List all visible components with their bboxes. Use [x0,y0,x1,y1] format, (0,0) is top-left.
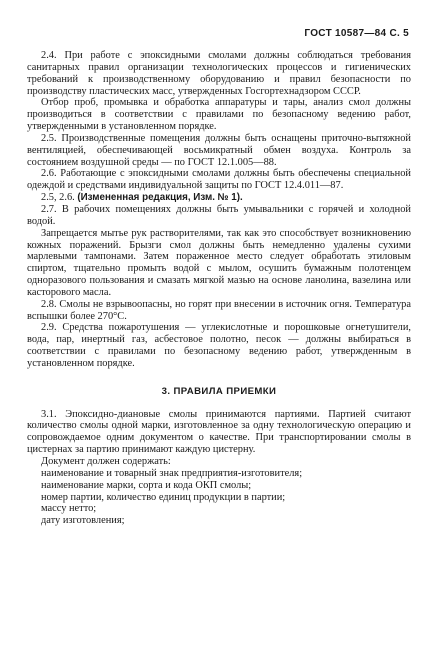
list-item: дату изготовления; [41,515,125,527]
paragraph-2-6: 2.6. Работающие с эпоксидными смолами должны быть обеспечены специальной одеждой и средствами индивидуальной защиты по ГОСТ 12.4.011—87. [27,168,411,192]
paragraph-sampling: Отбор проб, промывка и обработка аппаратуры и тары, анализ смол должны производиться в соответствии с правилами по безопасному ведению работ, утвержденными в установленном порядке. [27,97,411,133]
paragraph-2-9: 2.9. Средства пожаротушения — углекислотные и порошковые огнетушители, вода, пар, инертный газ, асбестовое полотно, песок — должны выбираться в соответствии с правилами по безопасному ведению работ, утвержденным в установленном порядке. [27,322,411,369]
amendment-bold: (Измененная редакция, Изм. № 1). [77,192,243,204]
paragraph-3-1: 3.1. Эпоксидно-диановые смолы принимаются партиями. Партией считают количество смолы одной марки, изготовленное за одну технологическую операцию и сопровождаемое одним документом о качестве. При транспортировании смолы в цистернах за партию принимают каждую цистерну. [27,408,411,456]
paragraph-2-5: 2.5. Производственные помещения должны быть оснащены приточно-вытяжной вентиляцией, обеспечивающей восьмикратный обмен воздуха. Контроль за состоянием воздушной среды — по ГОСТ 12.1.005—88. [27,132,411,168]
paragraph-2-4: 2.4. При работе с эпоксидными смолами должны соблюдаться требования санитарных правил организации технологических процессов и гигиенических требований к производственному оборудованию и правил безопасности по производству пластических масс, утвержденных Госгортехнадзором СССР. [27,50,411,97]
amendment-prefix: 2.5, 2.6. [41,192,78,204]
document-contents-list [27,456,411,527]
paragraph-2-7: 2.7. В рабочих помещениях должны быть умывальники с горячей и холодной водой. [27,203,411,227]
list-item: наименование марки, сорта и кода ОКП смолы; [41,479,252,491]
list-item: номер партии, количество единиц продукции в партии; [41,491,286,503]
document-body [27,50,411,527]
list-intro: Документ должен содержать: [41,456,171,467]
paragraph-skin-care: Запрещается мытье рук растворителями, так как это способствует возникновению кожных поражений. Брызги смол должны быть немедленно удалены сухими марлевыми тампонами. Затем пораженное место следует обработать этиловым спиртом, тщательно промыть водой с мылом, осушить бумажным полотенцем одноразового пользования и смазать мягкой мазью на основе ланолина, вазелина или касторового масла. [27,227,411,298]
paragraph-2-8: 2.8. Смолы не взрывоопасны, но горят при внесении в источник огня. Температура вспышки более 270°С. [27,298,411,322]
section-title: 3. ПРАВИЛА ПРИЕМКИ [161,385,277,397]
list-item: наименование и товарный знак предприятия-изготовителя; [41,467,303,479]
amendment-note [27,192,411,204]
list-item: массу нетто; [41,503,97,515]
standard-header: ГОСТ 10587—84 С. 5 [304,28,409,39]
